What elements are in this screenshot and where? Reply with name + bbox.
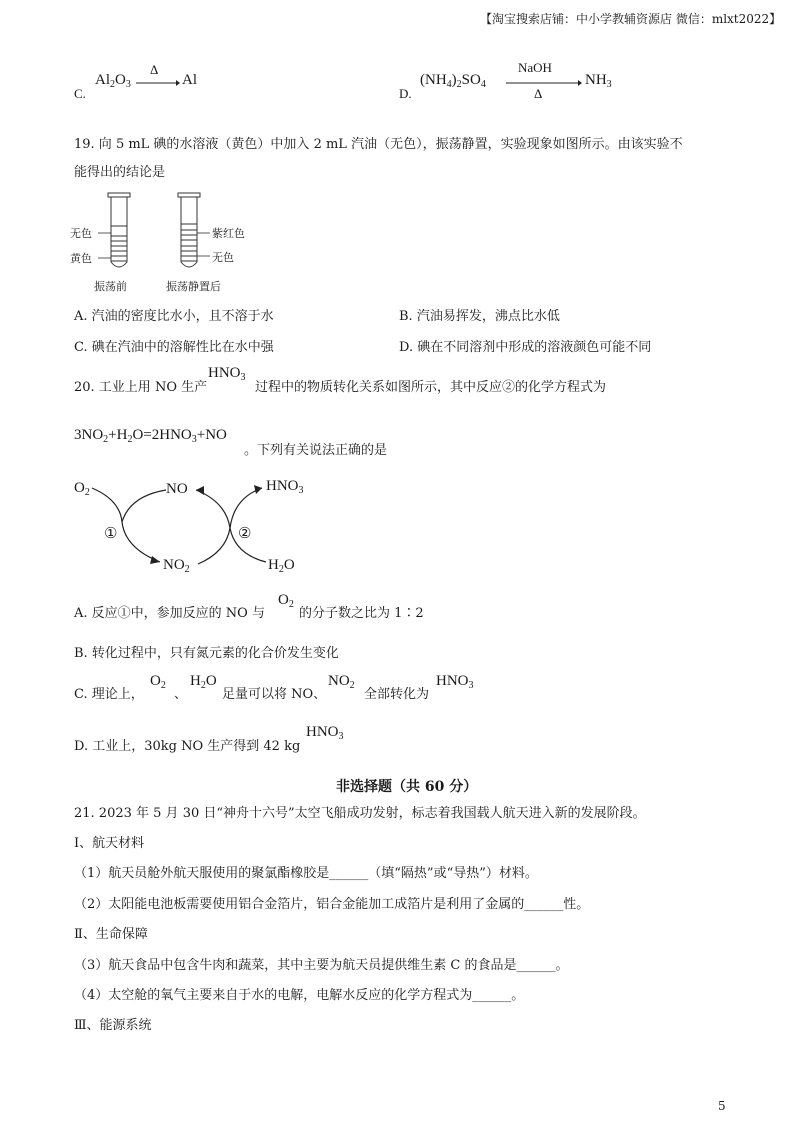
q20-option-c-text-b: 足量可以将 NO、: [222, 687, 327, 702]
q19-stem-line2: 能得出的结论是: [74, 165, 166, 180]
test-tube-after: [178, 193, 210, 267]
q20-diagram-reaction1: ①: [104, 526, 118, 542]
q20-diagram-reaction2: ②: [238, 526, 252, 542]
q19-caption-before: 振荡前: [94, 280, 127, 293]
q21-part2-title: Ⅱ、生命保障: [74, 927, 148, 942]
q21-sub4: （4）太空舱的氧气主要来自于水的电解，电解水反应的化学方程式为______。: [74, 988, 525, 1003]
q20-option-c-text: C. 理论上，: [74, 687, 144, 702]
q18-option-c-product: Al: [182, 72, 197, 88]
q20-option-c-o2: $O_2$: [150, 673, 166, 691]
q20-option-a-text: A. 反应①中，参加反应的 NO 与: [74, 606, 265, 621]
q20-stem-c: 。下列有关说法正确的是: [244, 443, 388, 458]
q20-equation: $3NO_2+H_2O=2HNO_3+NO$: [74, 427, 227, 445]
q19-stem-line1: 19. 向 5 mL 碘的水溶液（黄色）中加入 2 mL 汽油（无色），振荡静置，实验现象如图所示。由该实验不: [74, 137, 683, 152]
q19-option-d: D. 碘在不同溶剂中形成的溶液颜色可能不同: [399, 340, 652, 355]
q21-stem: 21. 2023 年 5 月 30 日“神舟十六号”太空飞船成功发射，标志着我国载人航天进入新的发展阶段。: [74, 806, 646, 821]
q18-option-d-condition-bottom: Δ: [534, 86, 543, 101]
q18-option-c-condition: Δ: [150, 62, 159, 77]
q18-option-c-arrow: [136, 78, 180, 88]
q20-diagram-o2: $O_2$: [74, 480, 90, 498]
q19-option-c: C. 碘在汽油中的溶解性比在水中强: [74, 340, 274, 355]
q19-label-right-bottom: 无色: [212, 251, 234, 264]
q20-diagram-no2: $NO_2$: [163, 557, 190, 575]
q20-option-c-hno3: $HNO_3$: [436, 673, 474, 691]
q18-option-d-arrow: [506, 78, 582, 88]
q18-option-d-label: D.: [399, 86, 412, 101]
q20-stem-formula: $HNO_3$: [208, 365, 246, 383]
q20-stem-b: 过程中的物质转化关系如图所示，其中反应②的化学方程式为: [255, 380, 607, 395]
test-tube-before: [98, 193, 130, 267]
q20-option-d-formula: $HNO_3$: [306, 724, 344, 742]
q21-sub1: （1）航天员舱外航天服使用的聚氯酯橡胶是______（填“隔热”或“导热”）材料。: [74, 866, 538, 881]
q20-option-c-h2o: $H_2O$: [190, 673, 217, 691]
q20-diagram-h2o: $H_2O$: [268, 557, 295, 575]
q20-diagram-no: NO: [166, 481, 188, 497]
header-shop-note: 【淘宝搜索店铺：中小学教辅资源店 微信：mlxt2022】: [480, 12, 782, 26]
q18-option-d-product: $NH_3$: [585, 72, 612, 90]
page-number: 5: [718, 1099, 726, 1113]
q20-option-a-formula: $O_2$: [278, 592, 294, 610]
q20-option-d-text: D. 工业上，30kg NO 生产得到 42 kg: [74, 739, 301, 754]
q19-option-b: B. 汽油易挥发，沸点比水低: [399, 309, 560, 324]
q19-label-left-top: 无色: [70, 227, 92, 240]
q21-sub3: （3）航天食品中包含牛肉和蔬菜，其中主要为航天员提供维生素 C 的食品是______。: [74, 958, 569, 973]
q21-part3-title: Ⅲ、能源系统: [74, 1018, 152, 1033]
q19-caption-after: 振荡静置后: [166, 280, 221, 293]
q18-option-d-reactant: $(NH_4)_2SO_4$: [420, 72, 486, 90]
q21-sub2: （2）太阳能电池板需要使用铝合金箔片，铝合金能加工成箔片是利用了金属的______性。: [74, 897, 590, 912]
q20-stem-a: 20. 工业上用 NO 生产: [74, 380, 208, 395]
q18-option-c-reactant: $Al_2O_3$: [95, 72, 131, 90]
q20-option-b: B. 转化过程中，只有氮元素的化合价发生变化: [74, 646, 339, 661]
q21-part1-title: Ⅰ、航天材料: [74, 836, 145, 851]
q18-option-d-condition-top: NaOH: [518, 60, 552, 75]
section-title-non-choice: 非选择题（共 60 分）: [336, 779, 478, 795]
q19-label-left-bottom: 黄色: [70, 252, 92, 265]
q19-option-a: A. 汽油的密度比水小，且不溶于水: [74, 309, 274, 324]
q20-option-c-no2: $NO_2$: [328, 673, 355, 691]
q18-option-c-label: C.: [74, 86, 86, 101]
q20-diagram-hno3: $HNO_3$: [266, 478, 304, 496]
q19-label-right-top: 紫红色: [212, 227, 245, 240]
q20-option-c-text-c: 全部转化为: [364, 687, 430, 702]
q20-option-a-text-b: 的分子数之比为 1∶2: [299, 606, 424, 621]
q20-option-c-separator: 、: [174, 687, 188, 702]
